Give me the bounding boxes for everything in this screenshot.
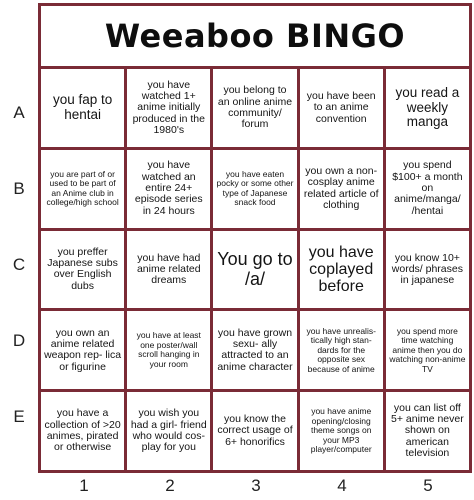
col-label-3: 3 — [251, 476, 261, 495]
bingo-cell-a3: you belong to an online anime community/ forum — [213, 69, 296, 147]
bingo-cell-e3: you know the correct usage of 6+ honorifics — [213, 392, 296, 470]
bingo-cell-a5: you read a weekly manga — [386, 69, 469, 147]
row-label-a: A — [13, 103, 25, 122]
col-label-2: 2 — [165, 476, 175, 495]
bingo-cell-b4: you own a non-cosplay anime related article of clothing — [300, 150, 383, 228]
bingo-cell-d5: you spend more time watching anime then you do watching non-anime TV — [386, 311, 469, 389]
bingo-cell-c1: you preffer Japanese subs over English dubs — [41, 231, 124, 309]
row-label-b: B — [13, 179, 25, 198]
bingo-cell-a4: you have been to an anime convention — [300, 69, 383, 147]
bingo-cell-d4: you have unrealis- tically high stan- dards for the opposite sex because of anime — [300, 311, 383, 389]
col-label-5: 5 — [423, 476, 433, 495]
bingo-cell-a2: you have watched 1+ anime initially produced in the 1980's — [127, 69, 210, 147]
row-label-c: C — [12, 255, 26, 274]
bingo-cell-a1: you fap to hentai — [41, 69, 124, 147]
bingo-board — [38, 3, 472, 473]
bingo-cell-b2: you have watched an entire 24+ episode series in 24 hours — [127, 150, 210, 228]
col-label-1: 1 — [79, 476, 89, 495]
bingo-cell-e2: you wish you had a girl- friend who would cos- play for you — [127, 392, 210, 470]
bingo-cell-c2: you have had anime related dreams — [127, 231, 210, 309]
bingo-cell-c4: you have coplayed before — [300, 231, 383, 309]
row-label-d: D — [12, 331, 26, 350]
bingo-cell-d3: you have grown sexu- ally attracted to an anime character — [213, 311, 296, 389]
bingo-cell-b3: you have eaten pocky or some other type of Japanese snack food — [213, 150, 296, 228]
bingo-cell-c5: you know 10+ words/ phrases in japanese — [386, 231, 469, 309]
title-cell — [41, 6, 469, 66]
bingo-cell-d1: you own an anime related weapon rep- lica or figurine — [41, 311, 124, 389]
bingo-cell-b1: you are part of or used to be part of an Anime club in college/high school — [41, 150, 124, 228]
bingo-cell-b5: you spend $100+ a month on anime/manga/ /hentai — [386, 150, 469, 228]
bingo-cell-c3: You go to /a/ — [213, 231, 296, 309]
bingo-cell-e1: you have a collection of >20 animes, pirated or otherwise — [41, 392, 124, 470]
row-label-e: E — [13, 407, 25, 426]
bingo-cell-e4: you have anime opening/closing theme songs on your MP3 player/computer — [300, 392, 383, 470]
bingo-cell-e5: you can list off 5+ anime never shown on american television — [386, 392, 469, 470]
col-label-4: 4 — [337, 476, 347, 495]
page-title: Weeaboo BINGO — [104, 17, 406, 55]
bingo-cell-d2: you have at least one poster/wall scroll hanging in your room — [127, 311, 210, 389]
